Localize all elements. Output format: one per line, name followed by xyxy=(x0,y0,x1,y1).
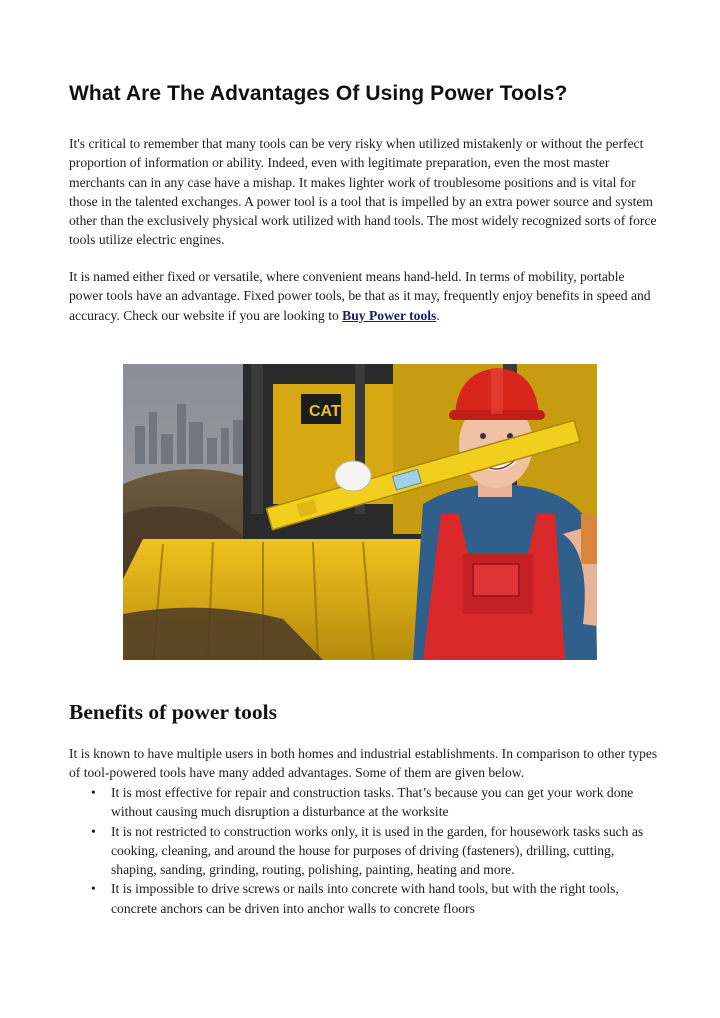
list-item-text: It is not restricted to construction works only, it is used in the garden, for housework tasks such as cooking, cleaning, and around the house for purposes of driving (fasteners), drilling, cutting, shaping, sanding, grinding, routing, polishing, painting, heating and more. xyxy=(111,823,644,878)
page-title: What Are The Advantages Of Using Power Tools? xyxy=(69,82,568,105)
cat-logo-text: CAT xyxy=(309,403,341,420)
mobility-paragraph-end: . xyxy=(436,307,440,323)
list-item-text: It is most effective for repair and construction tasks. That’s because you can get your work done without causing much disruption a disturbance at the worksite xyxy=(111,785,634,820)
benefits-heading: Benefits of power tools xyxy=(69,700,278,724)
benefits-intro: It is known to have multiple users in both homes and industrial establishments. In comparison to other types of tool-powered tools have many added advantages. Some of them are given below. xyxy=(69,746,658,781)
benefits-list xyxy=(69,783,659,918)
list-item-text: It is impossible to drive screws or nails into concrete with hand tools, but with the right tools, concrete anchors can be driven into anchor walls to concrete floors xyxy=(111,881,619,916)
list-item xyxy=(69,879,659,918)
list-item xyxy=(69,783,659,822)
bullet-marker: • xyxy=(91,823,96,839)
buy-power-tools-link[interactable]: Buy Power tools xyxy=(342,307,437,323)
mobility-paragraph xyxy=(69,267,659,325)
worker-bulldozer-photo xyxy=(123,364,597,660)
bullet-marker: • xyxy=(91,881,96,897)
intro-paragraph: It's critical to remember that many tools can be very risky when utilized mistakenly or without the perfect proportion of information or ability. Indeed, even with legitimate preparation, even the most master merchants can in any case have a mishap. It makes lighter work of troublesome positions and is vital for those in the talented exchanges. A power tool is a tool that is impelled by an extra power source and system other than the exclusively physical work utilized with hand tools. The most widely recognized sorts of force tools utilize electric engines. xyxy=(69,136,657,248)
list-item xyxy=(69,822,659,880)
bullet-marker: • xyxy=(91,785,96,800)
mobility-paragraph-text: It is named either fixed or versatile, where convenient means hand-held. In terms of mobility, portable power tools have an advantage. Fixed power tools, be that as it may, frequently enjoy benefits in speed and accuracy. Check our website if you are looking to xyxy=(69,269,651,323)
worker-photo-illustration xyxy=(123,364,597,660)
